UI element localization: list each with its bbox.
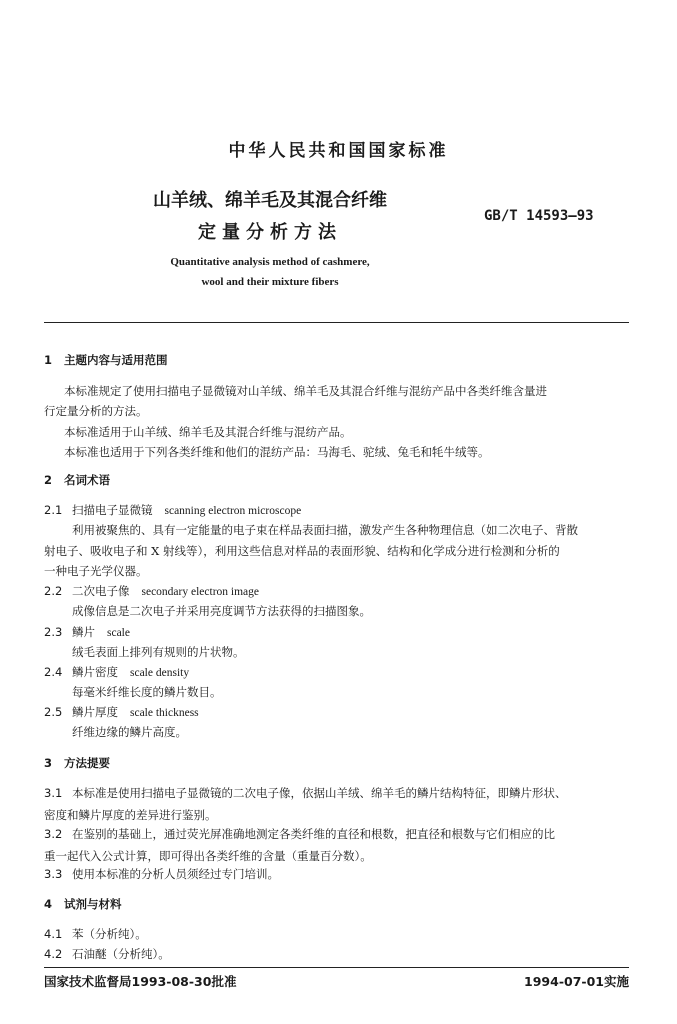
clause-2-3 bbox=[44, 624, 130, 640]
clause-3-1 bbox=[44, 785, 567, 801]
section-3-heading bbox=[44, 755, 110, 771]
section-title: 方法提要 bbox=[64, 756, 110, 770]
section-title: 名词术语 bbox=[64, 473, 110, 487]
clause-text: 在鉴别的基础上，通过荧光屏准确地测定各类纤维的直径和根数，把直径和根数与它们相应的比 bbox=[72, 827, 555, 841]
clause-2-5 bbox=[44, 704, 199, 720]
paragraph: 行定量分析的方法。 bbox=[44, 404, 148, 418]
issuing-organization: 中华人民共和国国家标准 bbox=[228, 141, 449, 161]
footer-divider bbox=[44, 967, 629, 968]
english-title-line-1: Quantitative analysis method of cashmere, bbox=[170, 256, 370, 268]
clause-number: 4.1 bbox=[44, 927, 63, 941]
clause-number: 2.1 bbox=[44, 503, 63, 517]
clause-text: 重一起代入公式计算，即可得出各类纤维的含量（重量百分数）。 bbox=[44, 849, 372, 863]
clause-text: 本标准是使用扫描电子显微镜的二次电子像，依据山羊绒、绵羊毛的鳞片结构特征，即鳞片形状、 bbox=[72, 786, 567, 800]
clause-number: 2.4 bbox=[44, 665, 63, 679]
term: 二次电子像 bbox=[72, 584, 130, 598]
clause-number: 3.2 bbox=[44, 827, 63, 841]
english-title-line-2: wool and their mixture fibers bbox=[201, 276, 339, 288]
term: 鳞片密度 bbox=[72, 665, 118, 679]
clause-3-2 bbox=[44, 826, 555, 842]
title-line-2: 定量分析方法 bbox=[198, 222, 342, 243]
standard-number: GB/T 14593—93 bbox=[484, 208, 594, 224]
term-english: secondary electron image bbox=[141, 586, 259, 598]
clause-3-3 bbox=[44, 866, 279, 882]
term-english: scale density bbox=[130, 667, 190, 679]
section-2-heading bbox=[44, 472, 110, 488]
clause-number: 4.2 bbox=[44, 947, 63, 961]
section-number: 2 bbox=[44, 473, 53, 487]
paragraph: 本标准规定了使用扫描电子显微镜对山羊绒、绵羊毛及其混合纤维与混纺产品中各类纤维含量进 bbox=[64, 384, 547, 398]
clause-number: 2.5 bbox=[44, 705, 63, 719]
clause-number: 2.2 bbox=[44, 584, 63, 598]
clause-text: 密度和鳞片厚度的差异进行鉴别。 bbox=[44, 808, 217, 822]
clause-text: 射电子、吸收电子和 X 射线等），利用这些信息对样品的表面形貌、结构和化学成分进行检测和分析的 bbox=[44, 544, 560, 558]
section-number: 3 bbox=[44, 756, 53, 770]
paragraph: 本标准适用于山羊绒、绵羊毛及其混合纤维与混纺产品。 bbox=[64, 425, 352, 439]
clause-text: 纤维边缘的鳞片高度。 bbox=[72, 725, 187, 739]
section-1-heading bbox=[44, 352, 168, 368]
clause-text: 利用被聚焦的、具有一定能量的电子束在样品表面扫描，激发产生各种物理信息（如二次电子、背散 bbox=[72, 523, 578, 537]
clause-2-4 bbox=[44, 664, 189, 680]
clause-number: 3.3 bbox=[44, 867, 63, 881]
term: 鳞片厚度 bbox=[72, 705, 118, 719]
clause-text: 成像信息是二次电子并采用亮度调节方法获得的扫描图象。 bbox=[72, 604, 371, 618]
clause-text: 绒毛表面上排列有规则的片状物。 bbox=[72, 645, 245, 659]
clause-text: 石油醚（分析纯）。 bbox=[72, 947, 170, 961]
clause-text: 苯（分析纯）。 bbox=[72, 927, 147, 941]
section-number: 1 bbox=[44, 353, 53, 367]
section-number: 4 bbox=[44, 897, 53, 911]
term-english: scale bbox=[107, 627, 130, 639]
title-line-1: 山羊绒、绵羊毛及其混合纤维 bbox=[153, 190, 387, 211]
term-english: scanning electron microscope bbox=[164, 505, 302, 517]
clause-2-2 bbox=[44, 583, 259, 599]
clause-text: 使用本标准的分析人员须经过专门培训。 bbox=[72, 867, 279, 881]
term-english: scale thickness bbox=[130, 707, 199, 719]
paragraph: 本标准也适用于下列各类纤维和他们的混纺产品：马海毛、驼绒、兔毛和牦牛绒等。 bbox=[64, 445, 490, 459]
effective-date: 1994-07-01实施 bbox=[524, 974, 629, 989]
header-divider bbox=[44, 322, 629, 323]
term: 扫描电子显微镜 bbox=[72, 503, 153, 517]
clause-number: 2.3 bbox=[44, 625, 63, 639]
term: 鳞片 bbox=[72, 625, 95, 639]
clause-4-1 bbox=[44, 926, 147, 942]
clause-4-2 bbox=[44, 946, 170, 962]
clause-text: 每毫米纤维长度的鳞片数目。 bbox=[72, 685, 222, 699]
section-4-heading bbox=[44, 896, 122, 912]
section-title: 主题内容与适用范围 bbox=[64, 353, 168, 367]
clause-number: 3.1 bbox=[44, 786, 63, 800]
clause-2-1 bbox=[44, 502, 301, 518]
clause-text: 一种电子光学仪器。 bbox=[44, 564, 148, 578]
approval-date: 国家技术监督局1993-08-30批准 bbox=[44, 974, 237, 989]
section-title: 试剂与材料 bbox=[64, 897, 122, 911]
